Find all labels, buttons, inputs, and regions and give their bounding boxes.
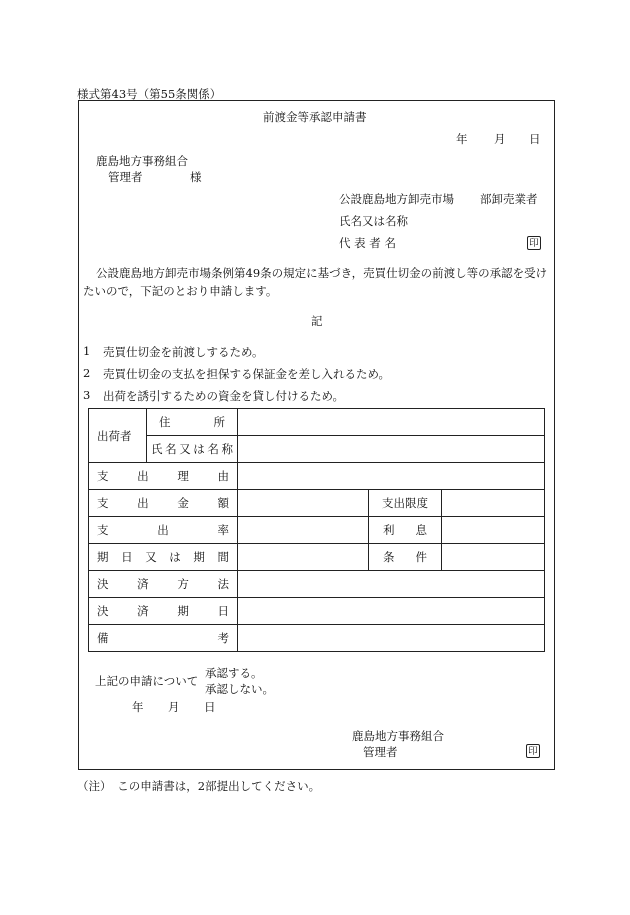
rate-value[interactable] (238, 517, 369, 544)
decision-role: 管理者 (363, 745, 398, 759)
body-text-line2: たいので，下記のとおり申請します。 (83, 284, 278, 298)
remarks-label: 備考 (89, 625, 238, 652)
due-value[interactable] (238, 598, 545, 625)
shipper-label: 出荷者 (89, 409, 147, 463)
table-row (89, 544, 545, 571)
interest-value[interactable] (442, 517, 545, 544)
applicant-seal-icon: 印 (527, 236, 541, 250)
body-text-line1: 公設鹿島地方卸売市場条例第49条の規定に基づき，売買仕切金の前渡し等の承認を受け (96, 266, 548, 280)
decision-org: 鹿島地方事務組合 (352, 729, 444, 743)
amount-label: 支出金額 (89, 490, 238, 517)
item-number: 2 (83, 366, 91, 380)
limit-value[interactable] (442, 490, 545, 517)
reason-value[interactable] (238, 463, 545, 490)
amount-value[interactable] (238, 490, 369, 517)
item-number: 3 (83, 388, 91, 402)
table-row (89, 490, 545, 517)
table-row (89, 598, 545, 625)
decision-date-year: 年 (132, 700, 144, 714)
item-number: 1 (83, 344, 91, 358)
date-day: 日 (529, 132, 541, 146)
decision-seal-icon: 印 (526, 744, 540, 758)
addressee-role: 管理者 (108, 170, 143, 184)
table-row (89, 436, 545, 463)
condition-label: 条件 (369, 544, 442, 571)
item-text: 売買仕切金を前渡しするため。 (103, 345, 264, 359)
table-row (89, 625, 545, 652)
application-table (88, 408, 545, 652)
decision-date-day: 日 (204, 700, 216, 714)
item-text: 売買仕切金の支払を担保する保証金を差し入れるため。 (103, 367, 391, 381)
rate-label: 支出率 (89, 517, 238, 544)
decision-prefix: 上記の申請について (95, 674, 199, 688)
address-value[interactable] (238, 409, 545, 436)
applicant-name-label: 氏名又は名称 (339, 214, 408, 228)
remarks-value[interactable] (238, 625, 545, 652)
name-value[interactable] (238, 436, 545, 463)
table-row (89, 517, 545, 544)
decision-deny: 承認しない。 (205, 682, 274, 696)
applicant-rep-label: 代 表 者 名 (339, 236, 396, 250)
reason-label: 支出理由 (89, 463, 238, 490)
ki-heading: 記 (311, 314, 323, 328)
decision-date-month: 月 (168, 700, 180, 714)
date-month: 月 (494, 132, 506, 146)
table-row (89, 571, 545, 598)
address-label: 住所 (147, 409, 238, 436)
date-year: 年 (456, 132, 468, 146)
item-text: 出荷を誘引するための資金を貸し付けるため。 (103, 389, 345, 403)
form-number: 様式第43号（第55条関係） (77, 87, 222, 101)
name-label: 氏名又は名称 (147, 436, 238, 463)
interest-label: 利息 (369, 517, 442, 544)
limit-label: 支出限度 (369, 490, 442, 517)
applicant-market: 公設鹿島地方卸売市場 (339, 192, 454, 206)
footnote: （注） この申請書は，2部提出してください。 (77, 779, 321, 793)
table-row (89, 409, 545, 436)
decision-approve: 承認する。 (205, 666, 263, 680)
addressee-honorific: 様 (190, 170, 202, 184)
table-row (89, 463, 545, 490)
method-label: 決済方法 (89, 571, 238, 598)
due-label: 決済期日 (89, 598, 238, 625)
method-value[interactable] (238, 571, 545, 598)
condition-value[interactable] (442, 544, 545, 571)
period-label: 期日又は期間 (89, 544, 238, 571)
addressee-org: 鹿島地方事務組合 (96, 154, 188, 168)
period-value[interactable] (238, 544, 369, 571)
form-title: 前渡金等承認申請書 (263, 110, 367, 124)
applicant-dept: 部卸売業者 (480, 192, 538, 206)
